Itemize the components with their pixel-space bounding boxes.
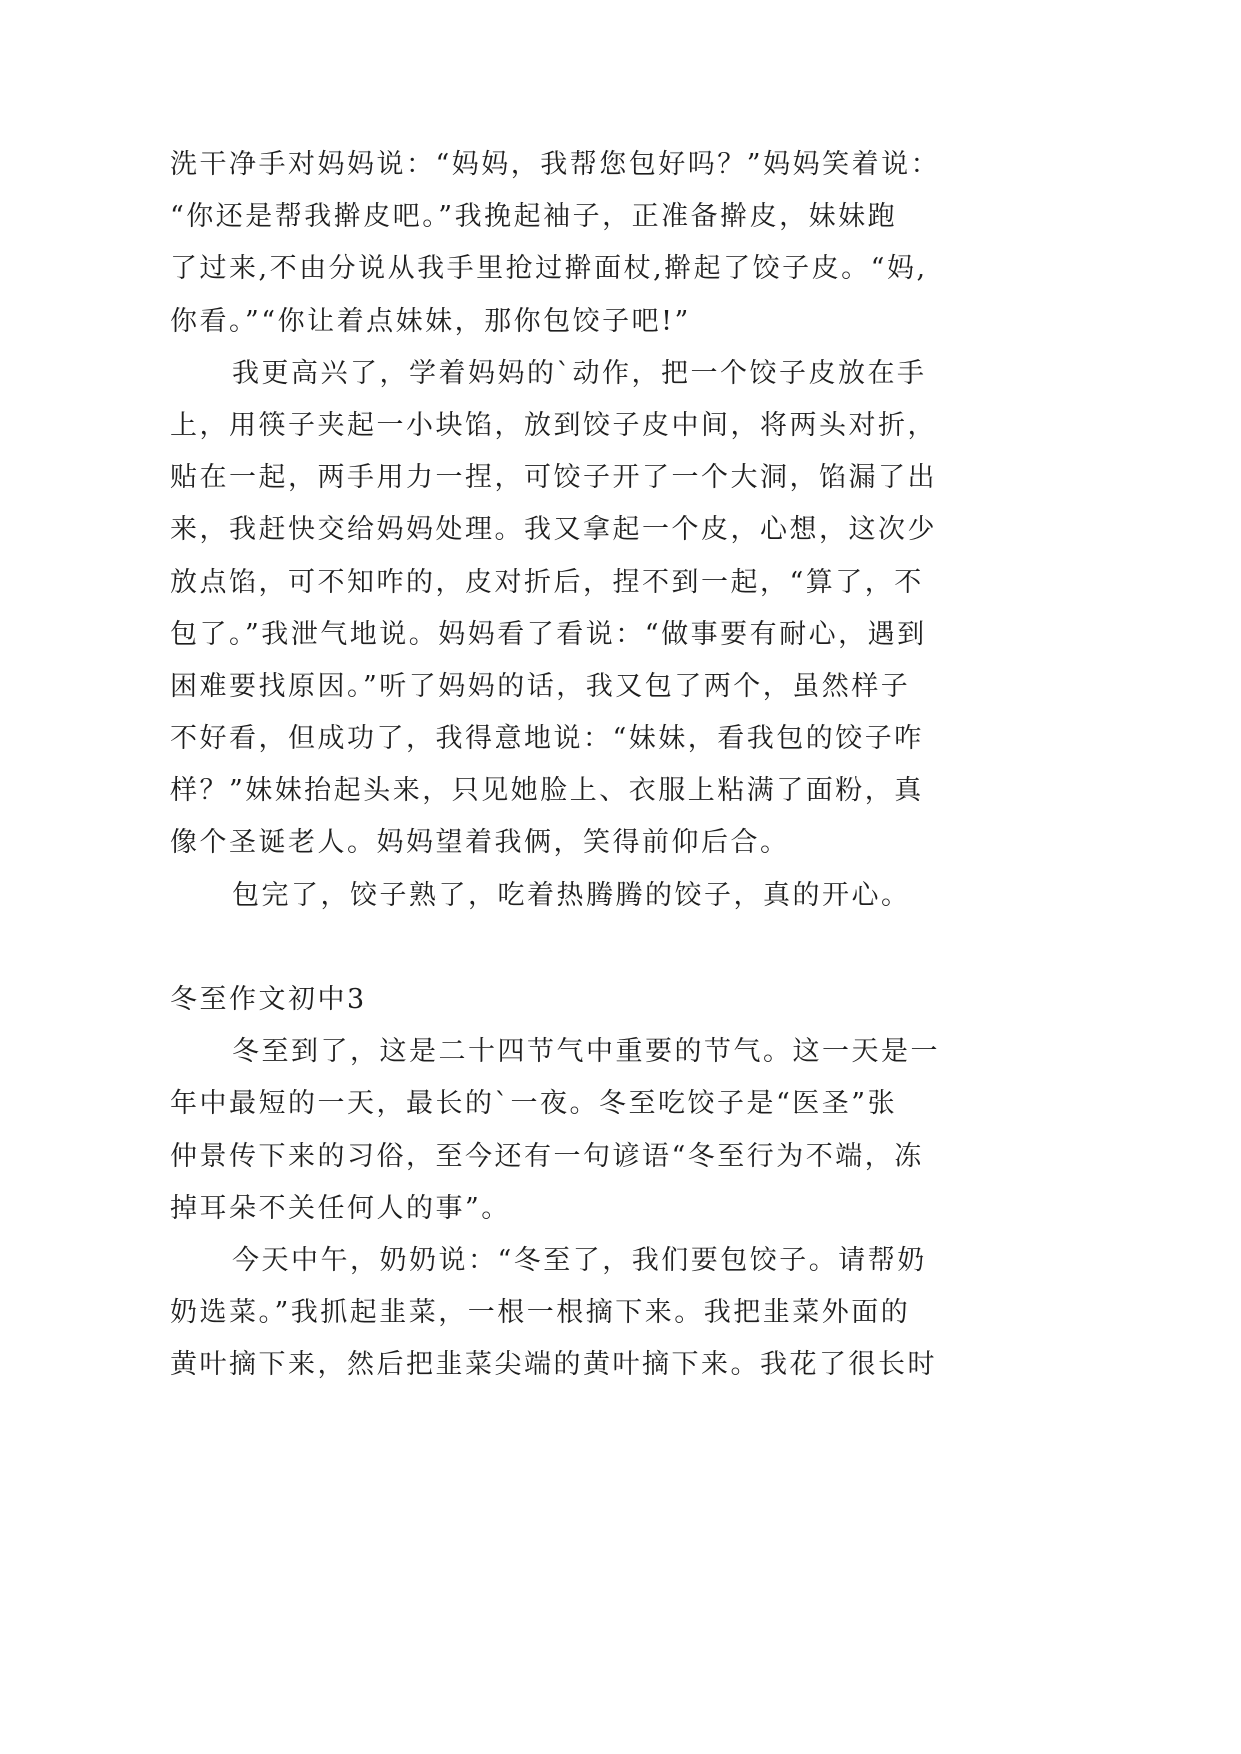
text-line: 冬至到了，这是二十四节气中重要的节气。这一天是一 bbox=[232, 1036, 940, 1068]
text-line: 你看。”“你让着点妹妹，那你包饺子吧!” bbox=[170, 305, 691, 337]
text-line: 包了。”我泄气地说。妈妈看了看说：“做事要有耐心，遇到 bbox=[170, 618, 927, 650]
paragraph bbox=[170, 1235, 1241, 1392]
text-line: 我更高兴了，学着妈妈的`动作，把一个饺子皮放在手 bbox=[232, 357, 927, 389]
text-line: 困难要找原因。”听了妈妈的话，我又包了两个，虽然样子 bbox=[170, 670, 911, 702]
text-line: 掉耳朵不关任何人的事”。 bbox=[170, 1192, 511, 1224]
section-heading: 冬至作文初中3 bbox=[170, 984, 367, 1015]
text-line: 不好看，但成功了，我得意地说：“妹妹，看我包的饺子咋 bbox=[170, 723, 924, 755]
text-line: 奶选菜。”我抓起韭菜，一根一根摘下来。我把韭菜外面的 bbox=[170, 1297, 911, 1329]
paragraph bbox=[170, 1026, 1241, 1235]
blank-line bbox=[170, 922, 1241, 974]
text-line: 上，用筷子夹起一小块馅，放到饺子皮中间，将两头对折， bbox=[170, 409, 937, 441]
text-line: 像个圣诞老人。妈妈望着我俩，笑得前仰后合。 bbox=[170, 827, 790, 859]
paragraph bbox=[170, 348, 1241, 870]
text-line: 年中最短的一天，最长的`一夜。冬至吃饺子是“医圣”张 bbox=[170, 1088, 898, 1120]
text-line: 洗干净手对妈妈说：“妈妈，我帮您包好吗？”妈妈笑着说： bbox=[170, 149, 941, 180]
text-line: 仲景传下来的习俗，至今还有一句谚语“冬至行为不端，冻 bbox=[170, 1140, 924, 1172]
text-line: 贴在一起，两手用力一捏，可饺子开了一个大洞，馅漏了出 bbox=[170, 462, 937, 494]
paragraph bbox=[170, 870, 1241, 922]
text-line: 放点馅，可不知咋的，皮对折后，捏不到一起，“算了，不 bbox=[170, 566, 924, 598]
text-line: 了过来,不由分说从我手里抢过擀面杖,擀起了饺子皮。“妈, bbox=[170, 253, 928, 285]
text-line: 今天中午，奶奶说：“冬至了，我们要包饺子。请帮奶 bbox=[232, 1244, 927, 1276]
text-line: “你还是帮我擀皮吧。”我挽起袖子，正准备擀皮，妹妹跑 bbox=[170, 201, 898, 233]
paragraph bbox=[170, 139, 1241, 348]
text-line: 来，我赶快交给妈妈处理。我又拿起一个皮，心想，这次少 bbox=[170, 514, 937, 546]
text-line: 样？”妹妹抬起头来，只见她脸上、衣服上粘满了面粉，真 bbox=[170, 775, 924, 807]
text-line: 黄叶摘下来，然后把韭菜尖端的黄叶摘下来。我花了很长时 bbox=[170, 1349, 937, 1381]
text-line: 包完了，饺子熟了，吃着热腾腾的饺子，真的开心。 bbox=[232, 879, 911, 911]
